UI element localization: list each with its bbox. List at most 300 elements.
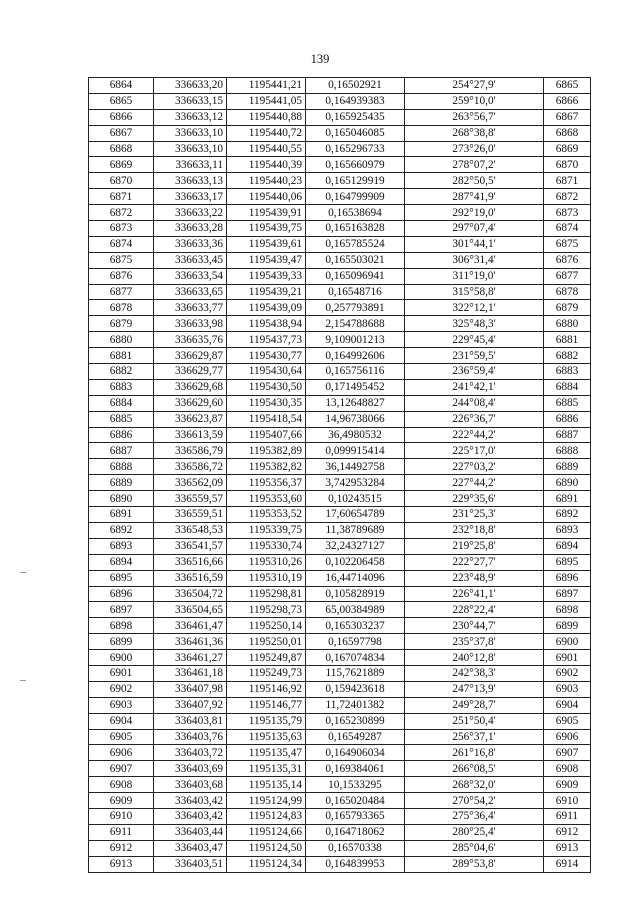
cell-distance: 3,742953284 (306, 475, 405, 491)
table-row (89, 538, 591, 554)
cell-distance: 0,16549287 (306, 729, 405, 745)
cell-distance: 0,165129919 (306, 173, 405, 189)
cell-direction-angle: 231°59,5' (405, 348, 544, 364)
cell-point-to: 6867 (544, 109, 591, 125)
cell-x-coordinate: 336403,69 (154, 761, 227, 777)
cell-direction-angle: 230°44,7' (405, 618, 544, 634)
cell-distance: 17,60654789 (306, 507, 405, 523)
cell-point-to: 6892 (544, 507, 591, 523)
table-row (89, 507, 591, 523)
table-row (89, 650, 591, 666)
cell-direction-angle: 235°37,8' (405, 634, 544, 650)
cell-point-to: 6891 (544, 491, 591, 507)
cell-point-to: 6893 (544, 522, 591, 538)
table-row (89, 634, 591, 650)
cell-distance: 0,165046085 (306, 125, 405, 141)
cell-x-coordinate: 336633,20 (154, 78, 227, 94)
cell-y-coordinate: 1195356,37 (227, 475, 306, 491)
cell-point-to: 6890 (544, 475, 591, 491)
cell-x-coordinate: 336403,81 (154, 713, 227, 729)
cell-x-coordinate: 336403,51 (154, 856, 227, 872)
cell-point-from: 6890 (89, 491, 154, 507)
cell-x-coordinate: 336633,28 (154, 221, 227, 237)
cell-distance: 0,164906034 (306, 745, 405, 761)
cell-direction-angle: 287°41,9' (405, 189, 544, 205)
cell-direction-angle: 285°04,6' (405, 840, 544, 856)
cell-distance: 0,171495452 (306, 379, 405, 395)
cell-point-from: 6885 (89, 411, 154, 427)
cell-point-from: 6907 (89, 761, 154, 777)
cell-distance: 0,099915414 (306, 443, 405, 459)
cell-direction-angle: 236°59,4' (405, 364, 544, 380)
cell-point-to: 6901 (544, 650, 591, 666)
cell-distance: 65,00384989 (306, 602, 405, 618)
cell-x-coordinate: 336633,17 (154, 189, 227, 205)
cell-point-to: 6889 (544, 459, 591, 475)
cell-x-coordinate: 336504,65 (154, 602, 227, 618)
cell-point-to: 6883 (544, 364, 591, 380)
cell-distance: 0,165296733 (306, 141, 405, 157)
table-row (89, 443, 591, 459)
cell-y-coordinate: 1195430,64 (227, 364, 306, 380)
cell-direction-angle: 231°25,3' (405, 507, 544, 523)
cell-x-coordinate: 336541,57 (154, 538, 227, 554)
cell-point-to: 6904 (544, 697, 591, 713)
cell-direction-angle: 282°50,5' (405, 173, 544, 189)
cell-y-coordinate: 1195430,77 (227, 348, 306, 364)
cell-y-coordinate: 1195250,14 (227, 618, 306, 634)
cell-x-coordinate: 336633,45 (154, 252, 227, 268)
cell-y-coordinate: 1195146,77 (227, 697, 306, 713)
cell-point-to: 6909 (544, 777, 591, 793)
cell-point-to: 6910 (544, 793, 591, 809)
cell-x-coordinate: 336586,79 (154, 443, 227, 459)
cell-point-to: 6879 (544, 300, 591, 316)
cell-x-coordinate: 336633,13 (154, 173, 227, 189)
cell-point-from: 6880 (89, 332, 154, 348)
cell-point-from: 6896 (89, 586, 154, 602)
cell-point-from: 6864 (89, 78, 154, 94)
cell-distance: 11,72401382 (306, 697, 405, 713)
cell-point-from: 6879 (89, 316, 154, 332)
cell-distance: 13,12648827 (306, 395, 405, 411)
table-row (89, 602, 591, 618)
cell-distance: 2,154788688 (306, 316, 405, 332)
table-row (89, 78, 591, 94)
cell-direction-angle: 275°36,4' (405, 808, 544, 824)
cell-y-coordinate: 1195439,61 (227, 236, 306, 252)
cell-distance: 0,10243515 (306, 491, 405, 507)
table-row (89, 570, 591, 586)
cell-distance: 0,167074834 (306, 650, 405, 666)
table-row (89, 141, 591, 157)
cell-x-coordinate: 336629,68 (154, 379, 227, 395)
cell-point-from: 6894 (89, 554, 154, 570)
cell-direction-angle: 278°07,2' (405, 157, 544, 173)
cell-x-coordinate: 336403,68 (154, 777, 227, 793)
table-row (89, 364, 591, 380)
cell-direction-angle: 222°44,2' (405, 427, 544, 443)
cell-point-from: 6899 (89, 634, 154, 650)
cell-y-coordinate: 1195439,33 (227, 268, 306, 284)
cell-point-from: 6876 (89, 268, 154, 284)
table-row (89, 808, 591, 824)
cell-x-coordinate: 336461,36 (154, 634, 227, 650)
cell-point-from: 6892 (89, 522, 154, 538)
cell-point-from: 6866 (89, 109, 154, 125)
cell-x-coordinate: 336633,10 (154, 125, 227, 141)
table-row (89, 475, 591, 491)
cell-point-from: 6888 (89, 459, 154, 475)
table-row (89, 459, 591, 475)
cell-y-coordinate: 1195353,60 (227, 491, 306, 507)
cell-direction-angle: 273°26,0' (405, 141, 544, 157)
cell-distance: 0,159423618 (306, 681, 405, 697)
cell-direction-angle: 268°32,0' (405, 777, 544, 793)
table-row (89, 697, 591, 713)
cell-y-coordinate: 1195440,06 (227, 189, 306, 205)
cell-y-coordinate: 1195249,73 (227, 665, 306, 681)
cell-x-coordinate: 336407,98 (154, 681, 227, 697)
cell-distance: 0,16502921 (306, 78, 405, 94)
cell-x-coordinate: 336629,60 (154, 395, 227, 411)
cell-y-coordinate: 1195407,66 (227, 427, 306, 443)
cell-distance: 0,165660979 (306, 157, 405, 173)
cell-y-coordinate: 1195124,99 (227, 793, 306, 809)
cell-y-coordinate: 1195124,34 (227, 856, 306, 872)
cell-point-from: 6904 (89, 713, 154, 729)
table-row (89, 205, 591, 221)
cell-point-from: 6884 (89, 395, 154, 411)
cell-distance: 0,16538694 (306, 205, 405, 221)
cell-y-coordinate: 1195135,31 (227, 761, 306, 777)
table-row (89, 777, 591, 793)
cell-point-to: 6871 (544, 173, 591, 189)
table-row (89, 522, 591, 538)
cell-x-coordinate: 336461,18 (154, 665, 227, 681)
cell-point-from: 6875 (89, 252, 154, 268)
cell-y-coordinate: 1195430,35 (227, 395, 306, 411)
cell-distance: 0,165303237 (306, 618, 405, 634)
table-row (89, 316, 591, 332)
table-row (89, 729, 591, 745)
table-row (89, 300, 591, 316)
cell-direction-angle: 270°54,2' (405, 793, 544, 809)
cell-distance: 0,165020484 (306, 793, 405, 809)
cell-point-to: 6902 (544, 665, 591, 681)
cell-direction-angle: 306°31,4' (405, 252, 544, 268)
cell-x-coordinate: 336407,92 (154, 697, 227, 713)
cell-point-from: 6910 (89, 808, 154, 824)
cell-point-to: 6896 (544, 570, 591, 586)
table-row (89, 411, 591, 427)
cell-distance: 36,14492758 (306, 459, 405, 475)
coordinates-table-body (89, 78, 591, 873)
cell-x-coordinate: 336403,42 (154, 808, 227, 824)
cell-distance: 0,169384061 (306, 761, 405, 777)
cell-y-coordinate: 1195124,83 (227, 808, 306, 824)
cell-direction-angle: 251°50,4' (405, 713, 544, 729)
cell-y-coordinate: 1195124,50 (227, 840, 306, 856)
cell-x-coordinate: 336633,22 (154, 205, 227, 221)
table-row (89, 157, 591, 173)
cell-point-from: 6871 (89, 189, 154, 205)
cell-point-to: 6913 (544, 840, 591, 856)
cell-point-to: 6865 (544, 78, 591, 94)
cell-direction-angle: 268°38,8' (405, 125, 544, 141)
cell-x-coordinate: 336635,76 (154, 332, 227, 348)
cell-direction-angle: 259°10,0' (405, 93, 544, 109)
cell-distance: 0,164939383 (306, 93, 405, 109)
cell-distance: 0,257793891 (306, 300, 405, 316)
table-row (89, 665, 591, 681)
cell-distance: 11,38789689 (306, 522, 405, 538)
cell-y-coordinate: 1195440,39 (227, 157, 306, 173)
table-row (89, 93, 591, 109)
cell-point-to: 6905 (544, 713, 591, 729)
cell-point-to: 6912 (544, 824, 591, 840)
coordinates-table (88, 77, 591, 873)
cell-y-coordinate: 1195298,81 (227, 586, 306, 602)
cell-point-to: 6884 (544, 379, 591, 395)
table-row (89, 618, 591, 634)
cell-direction-angle: 241°42,1' (405, 379, 544, 395)
cell-y-coordinate: 1195146,92 (227, 681, 306, 697)
cell-point-from: 6905 (89, 729, 154, 745)
cell-y-coordinate: 1195249,87 (227, 650, 306, 666)
cell-point-from: 6908 (89, 777, 154, 793)
cell-y-coordinate: 1195439,47 (227, 252, 306, 268)
cell-point-to: 6887 (544, 427, 591, 443)
cell-x-coordinate: 336403,47 (154, 840, 227, 856)
cell-point-from: 6887 (89, 443, 154, 459)
cell-distance: 14,96738066 (306, 411, 405, 427)
cell-y-coordinate: 1195440,55 (227, 141, 306, 157)
cell-x-coordinate: 336516,59 (154, 570, 227, 586)
table-row (89, 681, 591, 697)
cell-point-from: 6867 (89, 125, 154, 141)
cell-distance: 0,16597798 (306, 634, 405, 650)
cell-point-to: 6872 (544, 189, 591, 205)
cell-y-coordinate: 1195430,50 (227, 379, 306, 395)
cell-point-from: 6900 (89, 650, 154, 666)
cell-direction-angle: 249°28,7' (405, 697, 544, 713)
cell-x-coordinate: 336548,53 (154, 522, 227, 538)
cell-direction-angle: 280°25,4' (405, 824, 544, 840)
cell-point-to: 6898 (544, 602, 591, 618)
cell-point-from: 6912 (89, 840, 154, 856)
cell-point-to: 6878 (544, 284, 591, 300)
cell-distance: 0,165503021 (306, 252, 405, 268)
cell-distance: 0,165096941 (306, 268, 405, 284)
cell-y-coordinate: 1195310,26 (227, 554, 306, 570)
cell-direction-angle: 322°12,1' (405, 300, 544, 316)
cell-point-from: 6877 (89, 284, 154, 300)
cell-point-to: 6895 (544, 554, 591, 570)
cell-point-from: 6881 (89, 348, 154, 364)
cell-point-to: 6870 (544, 157, 591, 173)
cell-direction-angle: 263°56,7' (405, 109, 544, 125)
cell-point-to: 6897 (544, 586, 591, 602)
cell-y-coordinate: 1195439,91 (227, 205, 306, 221)
cell-point-to: 6899 (544, 618, 591, 634)
table-row (89, 332, 591, 348)
cell-point-from: 6911 (89, 824, 154, 840)
cell-direction-angle: 256°37,1' (405, 729, 544, 745)
cell-point-to: 6885 (544, 395, 591, 411)
cell-point-from: 6865 (89, 93, 154, 109)
cell-direction-angle: 261°16,8' (405, 745, 544, 761)
cell-y-coordinate: 1195135,79 (227, 713, 306, 729)
cell-distance: 36,4980532 (306, 427, 405, 443)
cell-point-to: 6875 (544, 236, 591, 252)
table-row (89, 856, 591, 872)
cell-y-coordinate: 1195440,23 (227, 173, 306, 189)
cell-y-coordinate: 1195124,66 (227, 824, 306, 840)
table-row (89, 236, 591, 252)
margin-mark (20, 572, 26, 573)
cell-distance: 115,7621889 (306, 665, 405, 681)
cell-x-coordinate: 336403,72 (154, 745, 227, 761)
cell-direction-angle: 229°45,4' (405, 332, 544, 348)
table-row (89, 713, 591, 729)
cell-x-coordinate: 336504,72 (154, 586, 227, 602)
cell-x-coordinate: 336461,47 (154, 618, 227, 634)
cell-distance: 0,16548716 (306, 284, 405, 300)
table-row (89, 824, 591, 840)
cell-direction-angle: 254°27,9' (405, 78, 544, 94)
cell-x-coordinate: 336633,10 (154, 141, 227, 157)
cell-y-coordinate: 1195250,01 (227, 634, 306, 650)
cell-point-to: 6894 (544, 538, 591, 554)
cell-point-to: 6903 (544, 681, 591, 697)
cell-distance: 9,109001213 (306, 332, 405, 348)
table-row (89, 586, 591, 602)
cell-y-coordinate: 1195135,63 (227, 729, 306, 745)
table-row (89, 379, 591, 395)
cell-direction-angle: 247°13,9' (405, 681, 544, 697)
cell-point-from: 6882 (89, 364, 154, 380)
cell-point-from: 6903 (89, 697, 154, 713)
table-row (89, 348, 591, 364)
cell-y-coordinate: 1195438,94 (227, 316, 306, 332)
table-row (89, 252, 591, 268)
cell-x-coordinate: 336516,66 (154, 554, 227, 570)
cell-distance: 0,165793365 (306, 808, 405, 824)
cell-x-coordinate: 336629,77 (154, 364, 227, 380)
cell-point-to: 6908 (544, 761, 591, 777)
cell-y-coordinate: 1195353,52 (227, 507, 306, 523)
table-row (89, 109, 591, 125)
cell-point-from: 6883 (89, 379, 154, 395)
cell-point-to: 6911 (544, 808, 591, 824)
cell-direction-angle: 292°19,0' (405, 205, 544, 221)
cell-direction-angle: 242°38,3' (405, 665, 544, 681)
table-row (89, 491, 591, 507)
cell-point-to: 6876 (544, 252, 591, 268)
cell-direction-angle: 311°19,0' (405, 268, 544, 284)
cell-distance: 0,164799909 (306, 189, 405, 205)
cell-y-coordinate: 1195439,21 (227, 284, 306, 300)
cell-x-coordinate: 336633,77 (154, 300, 227, 316)
cell-x-coordinate: 336623,87 (154, 411, 227, 427)
cell-y-coordinate: 1195298,73 (227, 602, 306, 618)
cell-x-coordinate: 336562,09 (154, 475, 227, 491)
cell-x-coordinate: 336633,11 (154, 157, 227, 173)
cell-point-from: 6878 (89, 300, 154, 316)
cell-y-coordinate: 1195135,14 (227, 777, 306, 793)
table-row (89, 427, 591, 443)
table-row (89, 268, 591, 284)
cell-direction-angle: 223°48,9' (405, 570, 544, 586)
cell-y-coordinate: 1195418,54 (227, 411, 306, 427)
table-row (89, 554, 591, 570)
cell-direction-angle: 240°12,8' (405, 650, 544, 666)
cell-point-to: 6868 (544, 125, 591, 141)
cell-direction-angle: 315°58,8' (405, 284, 544, 300)
cell-x-coordinate: 336586,72 (154, 459, 227, 475)
cell-point-to: 6877 (544, 268, 591, 284)
cell-point-from: 6906 (89, 745, 154, 761)
cell-x-coordinate: 336633,15 (154, 93, 227, 109)
cell-distance: 0,165756116 (306, 364, 405, 380)
cell-y-coordinate: 1195330,74 (227, 538, 306, 554)
cell-distance: 0,165230899 (306, 713, 405, 729)
cell-point-to: 6888 (544, 443, 591, 459)
cell-distance: 0,165925435 (306, 109, 405, 125)
cell-y-coordinate: 1195437,73 (227, 332, 306, 348)
cell-point-to: 6914 (544, 856, 591, 872)
cell-distance: 10,1533295 (306, 777, 405, 793)
cell-direction-angle: 266°08,5' (405, 761, 544, 777)
cell-x-coordinate: 336403,42 (154, 793, 227, 809)
cell-point-to: 6900 (544, 634, 591, 650)
cell-direction-angle: 219°25,8' (405, 538, 544, 554)
cell-direction-angle: 244°08,4' (405, 395, 544, 411)
cell-point-from: 6893 (89, 538, 154, 554)
cell-y-coordinate: 1195310,19 (227, 570, 306, 586)
cell-point-to: 6874 (544, 221, 591, 237)
cell-y-coordinate: 1195441,21 (227, 78, 306, 94)
cell-point-from: 6902 (89, 681, 154, 697)
cell-x-coordinate: 336633,98 (154, 316, 227, 332)
table-row (89, 125, 591, 141)
cell-y-coordinate: 1195439,75 (227, 221, 306, 237)
cell-point-to: 6881 (544, 332, 591, 348)
cell-x-coordinate: 336403,76 (154, 729, 227, 745)
cell-y-coordinate: 1195440,88 (227, 109, 306, 125)
cell-distance: 0,105828919 (306, 586, 405, 602)
page-number: 139 (310, 52, 330, 66)
table-row (89, 221, 591, 237)
cell-x-coordinate: 336633,54 (154, 268, 227, 284)
cell-point-from: 6869 (89, 157, 154, 173)
cell-y-coordinate: 1195440,72 (227, 125, 306, 141)
cell-direction-angle: 227°44,2' (405, 475, 544, 491)
cell-x-coordinate: 336633,36 (154, 236, 227, 252)
cell-point-to: 6880 (544, 316, 591, 332)
cell-distance: 0,164992606 (306, 348, 405, 364)
table-row (89, 793, 591, 809)
cell-distance: 0,164839953 (306, 856, 405, 872)
cell-point-from: 6874 (89, 236, 154, 252)
cell-x-coordinate: 336559,57 (154, 491, 227, 507)
table-row (89, 761, 591, 777)
cell-distance: 32,24327127 (306, 538, 405, 554)
cell-direction-angle: 232°18,8' (405, 522, 544, 538)
cell-point-from: 6889 (89, 475, 154, 491)
table-row (89, 395, 591, 411)
